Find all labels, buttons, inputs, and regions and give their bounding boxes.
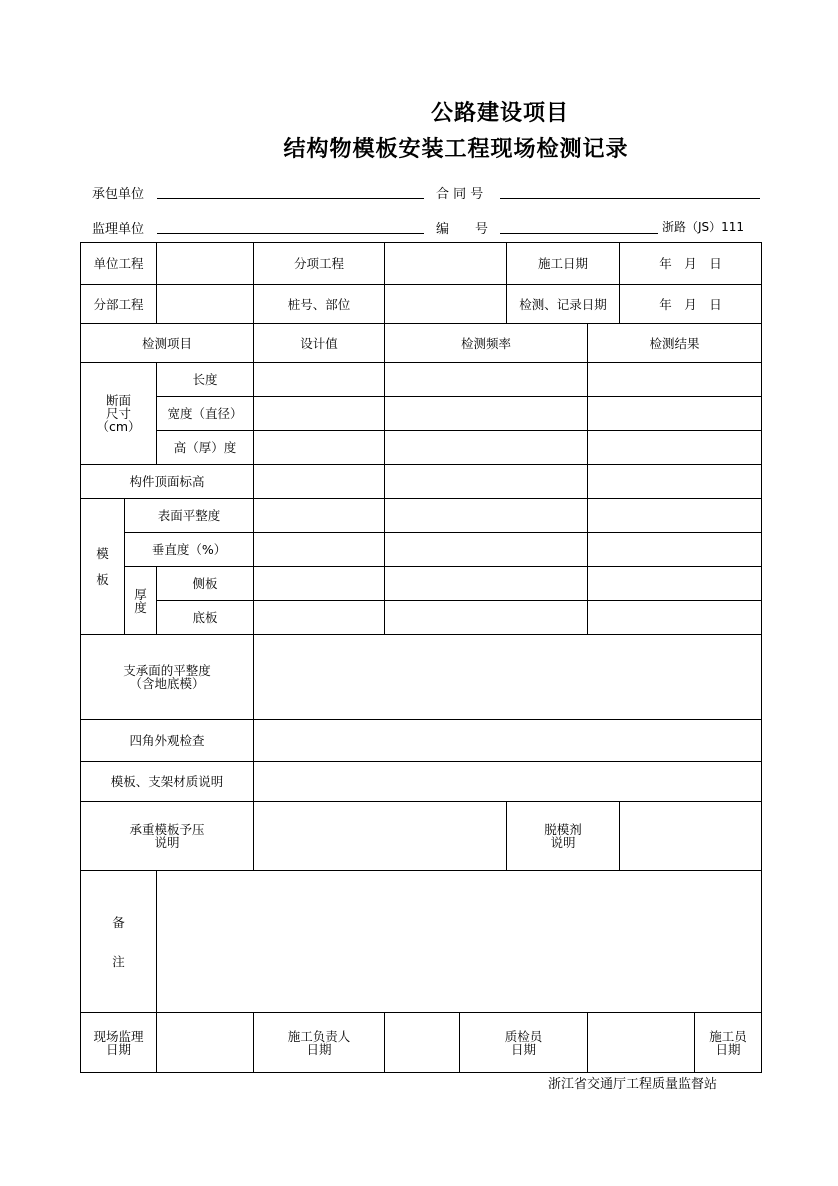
top-elevation-label: 构件顶面标高 xyxy=(81,465,254,499)
height-frequency-cell[interactable] xyxy=(385,431,588,465)
col-frequency-header: 检测频率 xyxy=(385,324,588,363)
supervisor-field[interactable] xyxy=(157,233,424,234)
inspection-form-table xyxy=(80,242,762,1073)
verticality-frequency-cell[interactable] xyxy=(385,533,588,567)
sub-item-value[interactable] xyxy=(385,243,507,285)
corner-check-label: 四角外观检查 xyxy=(81,720,254,762)
preload-desc-label: 承重模板予压 说明 xyxy=(81,802,254,871)
length-frequency-cell[interactable] xyxy=(385,363,588,397)
height-label: 高（厚）度 xyxy=(157,431,254,465)
col-result-header: 检测结果 xyxy=(588,324,762,363)
width-label: 宽度（直径） xyxy=(157,397,254,431)
height-design-cell[interactable] xyxy=(254,431,385,465)
verticality-design-cell[interactable] xyxy=(254,533,385,567)
flatness-design-cell[interactable] xyxy=(254,499,385,533)
serial-label: 编 号 xyxy=(436,222,489,237)
construction-lead-label: 施工负责人 日期 xyxy=(254,1013,385,1073)
division-project-value[interactable] xyxy=(157,285,254,324)
material-desc-label: 模板、支架材质说明 xyxy=(81,762,254,802)
contract-no-label: 合 同 号 xyxy=(436,187,484,202)
contractor-field[interactable] xyxy=(157,198,424,199)
material-desc-value[interactable] xyxy=(254,762,762,802)
verticality-result-cell[interactable] xyxy=(588,533,762,567)
col-design-header: 设计值 xyxy=(254,324,385,363)
width-design-cell[interactable] xyxy=(254,397,385,431)
length-design-cell[interactable] xyxy=(254,363,385,397)
serial-field[interactable] xyxy=(500,233,658,234)
bottom-plate-frequency-cell[interactable] xyxy=(385,601,588,635)
side-plate-result-cell[interactable] xyxy=(588,567,762,601)
thickness-label: 厚 度 xyxy=(125,567,157,635)
height-result-cell[interactable] xyxy=(588,431,762,465)
title-line2: 结构物模板安装工程现场检测记录 xyxy=(283,137,629,162)
elevation-result-cell[interactable] xyxy=(588,465,762,499)
width-result-cell[interactable] xyxy=(588,397,762,431)
flatness-result-cell[interactable] xyxy=(588,499,762,533)
remarks-label: 备 注 xyxy=(81,871,157,1013)
builder-label: 施工员 日期 xyxy=(695,1013,762,1073)
remarks-value[interactable] xyxy=(157,871,762,1013)
side-plate-frequency-cell[interactable] xyxy=(385,567,588,601)
elevation-design-cell[interactable] xyxy=(254,465,385,499)
quality-inspector-label: 质检员 日期 xyxy=(460,1013,588,1073)
side-plate-design-cell[interactable] xyxy=(254,567,385,601)
inspection-date-value[interactable]: 年 月 日 xyxy=(620,285,762,324)
width-frequency-cell[interactable] xyxy=(385,397,588,431)
form-code: 浙路（JS）111 xyxy=(662,220,745,234)
supervisor-date-label: 现场监理 日期 xyxy=(81,1013,157,1073)
construction-lead-value[interactable] xyxy=(385,1013,460,1073)
station-position-value[interactable] xyxy=(385,285,507,324)
section-size-label: 断面 尺寸 （cm） xyxy=(81,363,157,465)
support-flatness-label: 支承面的平整度 （含地底模） xyxy=(81,635,254,720)
construction-date-label: 施工日期 xyxy=(507,243,620,285)
unit-project-label: 单位工程 xyxy=(81,243,157,285)
release-agent-label: 脱模剂 说明 xyxy=(507,802,620,871)
bottom-plate-label: 底板 xyxy=(157,601,254,635)
supervisor-label: 监理单位 xyxy=(92,222,145,237)
contract-no-field[interactable] xyxy=(500,198,760,199)
quality-inspector-value[interactable] xyxy=(588,1013,695,1073)
station-position-label: 桩号、部位 xyxy=(254,285,385,324)
verticality-label: 垂直度（%） xyxy=(125,533,254,567)
bottom-plate-design-cell[interactable] xyxy=(254,601,385,635)
release-agent-value[interactable] xyxy=(620,802,762,871)
sub-item-label: 分项工程 xyxy=(254,243,385,285)
corner-check-value[interactable] xyxy=(254,720,762,762)
flatness-frequency-cell[interactable] xyxy=(385,499,588,533)
contractor-label: 承包单位 xyxy=(92,187,145,202)
title-line1: 公路建设项目 xyxy=(430,101,569,126)
footer-issuer: 浙江省交通厅工程质量监督站 xyxy=(548,1077,718,1092)
length-result-cell[interactable] xyxy=(588,363,762,397)
inspection-date-label: 检测、记录日期 xyxy=(507,285,620,324)
col-item-header: 检测项目 xyxy=(81,324,254,363)
elevation-frequency-cell[interactable] xyxy=(385,465,588,499)
construction-date-value[interactable]: 年 月 日 xyxy=(620,243,762,285)
unit-project-value[interactable] xyxy=(157,243,254,285)
preload-desc-value[interactable] xyxy=(254,802,507,871)
formwork-label: 模 板 xyxy=(81,499,125,635)
division-project-label: 分部工程 xyxy=(81,285,157,324)
length-label: 长度 xyxy=(157,363,254,397)
bottom-plate-result-cell[interactable] xyxy=(588,601,762,635)
flatness-label: 表面平整度 xyxy=(125,499,254,533)
side-plate-label: 侧板 xyxy=(157,567,254,601)
supervisor-date-value[interactable] xyxy=(157,1013,254,1073)
support-flatness-value[interactable] xyxy=(254,635,762,720)
